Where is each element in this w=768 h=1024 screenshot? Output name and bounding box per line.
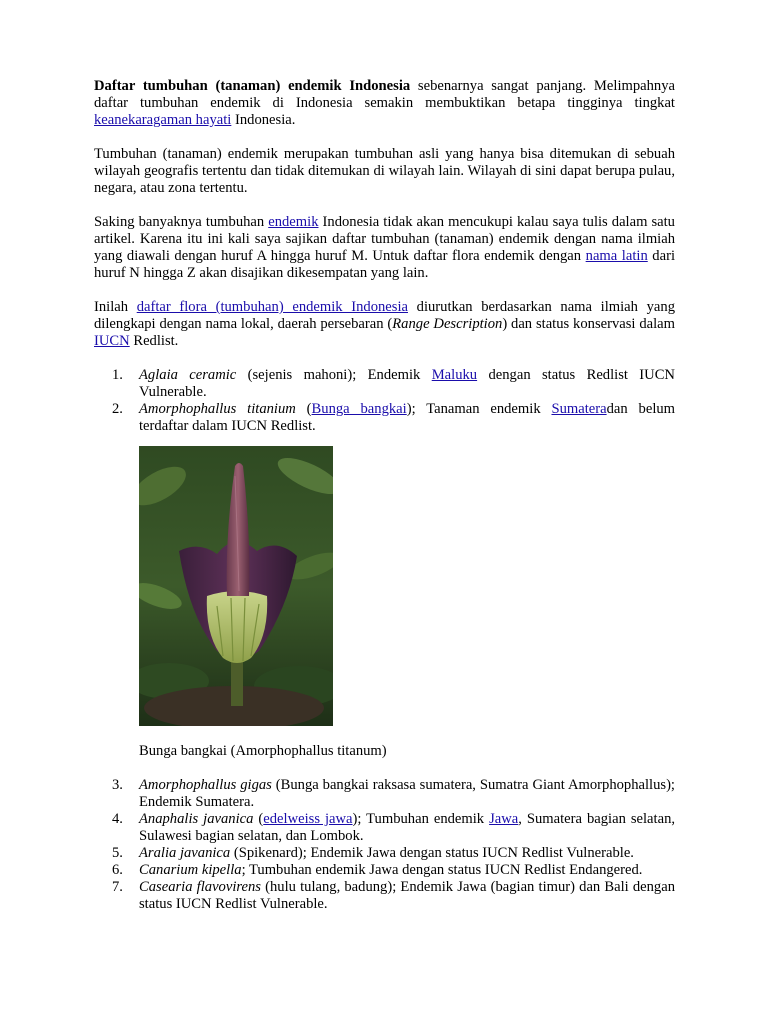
scientific-name: Aglaia ceramic [139,367,237,383]
list-intro-text: Inilah [94,299,137,315]
item-text: dan belum terdaftar dalam IUCN Redlist. [139,401,676,434]
list-item [94,367,675,401]
scientific-name: Casearia flavovirens [139,879,261,895]
intro-text-end: Indonesia. [231,112,296,128]
scientific-name: Amorphophallus titanium [139,401,296,417]
intro-paragraph [94,78,675,129]
link-endemik[interactable]: endemik [268,214,319,230]
item-text: (Bunga bangkai raksasa sumatera, Sumatra Giant Amorphophallus); Endemik Sumatera. [139,777,675,810]
list-intro-paragraph [94,299,675,350]
list-number: 1. [112,367,123,383]
list-item [94,845,675,862]
scope-text-mid: Indonesia tidak akan mencukupi kalau saya tulis dalam satu artikel. Karena itu ini kali saya sajikan daftar tumbuhan (tanaman) endemik dengan nama ilmiah yang diawali dengan huruf A hingga huruf M. Untuk daftar flora endemik dengan [94,214,675,264]
link-bunga-bangkai[interactable]: Bunga bangkai [311,401,407,417]
list-number: 4. [112,811,123,827]
definition-paragraph: Tumbuhan (tanaman) endemik merupakan tumbuhan asli yang hanya bisa ditemukan di sebuah wilayah geografis tertentu dan tidak ditemukan di wilayah lain. Wilayah di sini dapat berupa pulau, negara, atau zona tertentu. [94,146,675,196]
item-text: ); Tanaman endemik [406,401,552,417]
bunga-bangkai-photo [139,446,333,726]
link-daftar-flora[interactable]: daftar flora (tumbuhan) endemik Indonesia [136,299,408,315]
scientific-name: Aralia javanica [139,845,231,861]
item-text: (Spikenard); Endemik Jawa dengan status IUCN Redlist Vulnerable. [230,845,634,861]
list-item [94,862,675,879]
scientific-name: Anaphalis javanica [139,811,254,827]
link-maluku[interactable]: Maluku [431,367,478,383]
item-text: (sejenis mahoni); Endemik [236,367,432,383]
item-text: dengan status Redlist IUCN Vulnerable. [139,367,675,400]
list-number: 5. [112,845,123,861]
link-keanekaragaman-hayati[interactable]: keanekaragaman hayati [94,112,232,128]
list-item [94,811,675,845]
list-number: 3. [112,777,123,793]
figure [139,446,675,726]
photo-caption: Bunga bangkai (Amorphophallus titanum) [139,743,387,759]
scientific-name: Amorphophallus gigas [139,777,272,793]
link-jawa[interactable]: Jawa [489,811,519,827]
scope-text: Saking banyaknya tumbuhan [94,214,269,230]
list-item [94,401,675,760]
list-item [94,879,675,913]
range-description-italic: Range Description [392,316,503,332]
list-intro-text-mid: diurutkan berdasarkan nama ilmiah yang dilengkapi dengan nama lokal, daerah persebaran ( [94,299,675,332]
plant-list [94,367,675,913]
list-number: 2. [112,401,123,417]
list-number: 7. [112,879,123,895]
item-text: ; Tumbuhan endemik Jawa dengan status IUCN Redlist Endangered. [241,862,643,878]
scope-text-end: dari huruf N hingga Z akan disajikan dikesempatan yang lain. [94,248,675,281]
scope-paragraph [94,214,675,282]
list-intro-text-mid2: ) dan status konservasi dalam [502,316,675,332]
item-text: ( [295,401,312,417]
scientific-name: Canarium kipella [139,862,242,878]
link-iucn[interactable]: IUCN [94,333,130,349]
list-number: 6. [112,862,123,878]
item-text: , Sumatera bagian selatan, Sulawesi bagian selatan, dan Lombok. [139,811,676,844]
link-sumatera[interactable]: Sumatera [551,401,607,417]
item-text: ); Tumbuhan endemik [352,811,490,827]
link-edelweiss-jawa[interactable]: edelweiss jawa [263,811,353,827]
item-text: ( [253,811,264,827]
intro-text: sebenarnya sangat panjang. Melimpahnya daftar tumbuhan endemik di Indonesia semakin membuktikan betapa tingginya tingkat [94,78,675,111]
link-nama-latin[interactable]: nama latin [585,248,648,264]
item-text: (hulu tulang, badung); Endemik Jawa (bagian timur) dan Bali dengan status IUCN Redlist Vulnerable. [139,879,675,912]
list-item [94,777,675,811]
list-intro-text-end: Redlist. [129,333,179,349]
article-body [94,78,675,913]
intro-bold-title: Daftar tumbuhan (tanaman) endemik Indonesia [94,78,411,94]
